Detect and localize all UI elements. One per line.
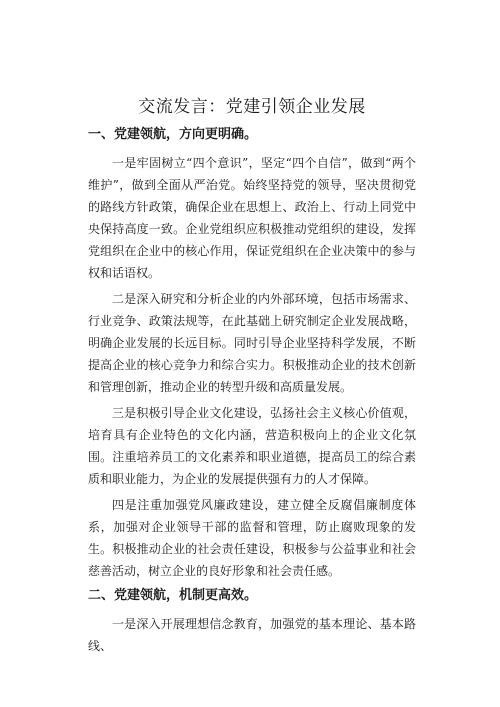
paragraph: 二是深入研究和分析企业的内外部环境，包括市场需求、行业竞争、政策法规等，在此基础上研究制定企业发展战略，明确企业发展的长远目标。同时引导企业坚持科学发展，不断提高企业的核心竞争力和综合实力。积极推动企业的技术创新和管理创新，推动企业的转型升级和高质量发展。 xyxy=(88,292,416,394)
paragraph: 四是注重加强党风廉政建设，建立健全反腐倡廉制度体系，加强对企业领导干部的监督和管理，防止腐败现象的发生。积极推动企业的社会责任建设，积极参与公益事业和社会慈善活动，树立企业的良好形象和社会责任感。 xyxy=(88,498,416,578)
section-heading: 二、党建领航，机制更高效。 xyxy=(88,588,258,603)
paragraph: 一是深入开展理想信念教育，加强党的基本理论、基本路线、 xyxy=(88,617,416,653)
section-2 xyxy=(88,586,416,657)
section-1 xyxy=(88,125,416,582)
paragraph: 一是牢固树立“四个意识”，坚定“四个自信”，做到“两个维护”，做到全面从严治党。始终坚持党的领导，坚决贯彻党的路线方针政策，确保企业在思想上、政治上、行动上同党中央保持高度一致。企业党组织应积极推动党组织的建设，发挥党组织在企业中的核心作用，保证党组织在企业决策中的参与权和话语权。 xyxy=(88,156,416,280)
paragraph: 三是积极引导企业文化建设，弘扬社会主义核心价值观，培育具有企业特色的文化内涵，营造积极向上的企业文化氛围。注重培养员工的文化素养和职业道德，提高员工的综合素质和职业能力，为企业的发展提供强有力的人才保障。 xyxy=(88,406,416,486)
document-title: 交流发言：党建引领企业发展 xyxy=(138,97,366,117)
section-heading: 一、党建领航，方向更明确。 xyxy=(88,127,258,142)
